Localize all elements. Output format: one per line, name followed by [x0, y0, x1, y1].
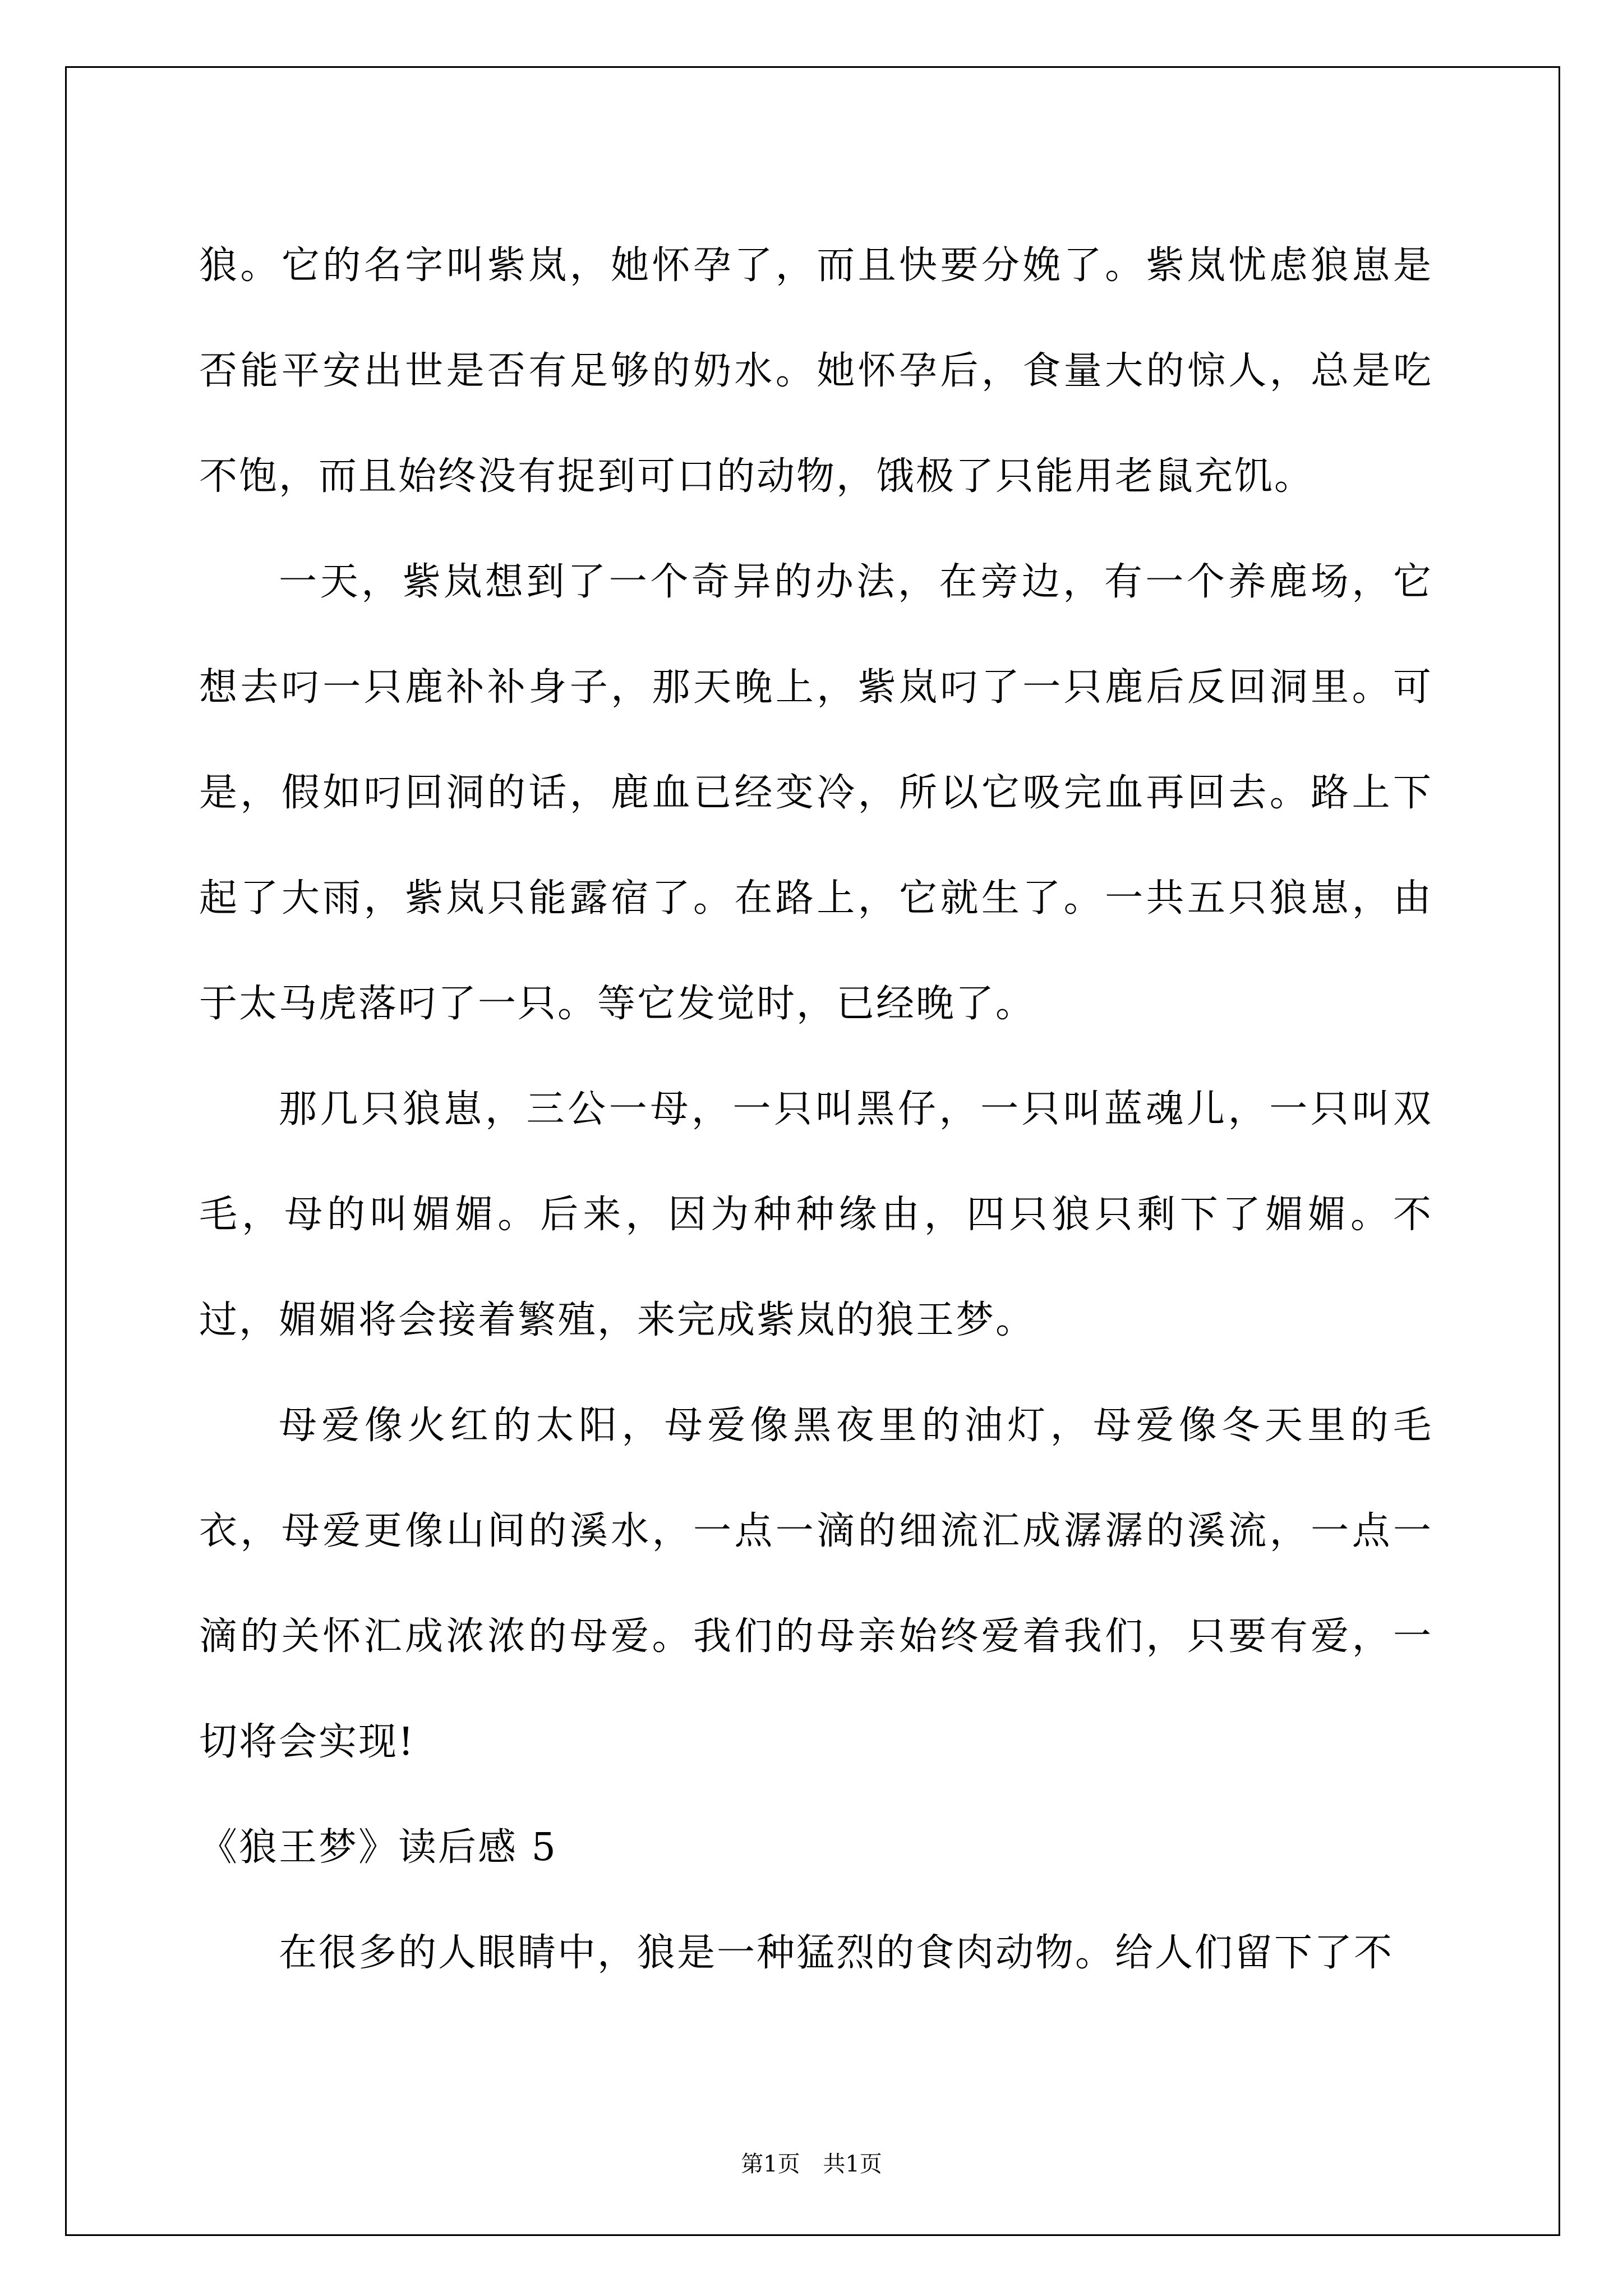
- page-footer: [0, 2147, 1623, 2181]
- paragraph-4: 母爱像火红的太阳，母爱像黑夜里的油灯，母爱像冬天里的毛衣，母爱更像山间的溪水，一点一滴的细流汇成潺潺的溪流，一点一滴的关怀汇成浓浓的母爱。我们的母亲始终爱着我们，只要有爱，一切将会实现!: [199, 1404, 1433, 1764]
- page-number-current: 第1页: [741, 2151, 800, 2177]
- paragraph-3: 那几只狼崽，三公一母，一只叫黑仔，一只叫蓝魂儿，一只叫双毛，母的叫媚媚。后来，因为种种缘由，四只狼只剩下了媚媚。不过，媚媚将会接着繁殖，来完成紫岚的狼王梦。: [199, 1087, 1433, 1342]
- paragraph-5: 在很多的人眼睛中，狼是一种猛烈的食肉动物。给人们留下了不: [279, 1931, 1394, 1975]
- paragraph-2: 一天，紫岚想到了一个奇异的办法，在旁边，有一个养鹿场，它想去叼一只鹿补补身子，那天晚上，紫岚叼了一只鹿后反回洞里。可是，假如叼回洞的话，鹿血已经变冷，所以它吸完血再回去。路上下起了大雨，紫岚只能露宿了。在路上，它就生了。一共五只狼崽，由于太马虎落叼了一只。等它发觉时，已经晚了。: [199, 560, 1433, 1026]
- paragraph-1: 狼。它的名字叫紫岚，她怀孕了，而且快要分娩了。紫岚忧虑狼崽是否能平安出世是否有足够的奶水。她怀孕后，食量大的惊人，总是吃不饱，而且始终没有捉到可口的动物，饿极了只能用老鼠充饥。: [199, 243, 1433, 499]
- page-number-total: 共1页: [823, 2151, 882, 2177]
- document-body: [199, 213, 1433, 2006]
- section-heading: 《狼王梦》读后感 5: [199, 1825, 557, 1870]
